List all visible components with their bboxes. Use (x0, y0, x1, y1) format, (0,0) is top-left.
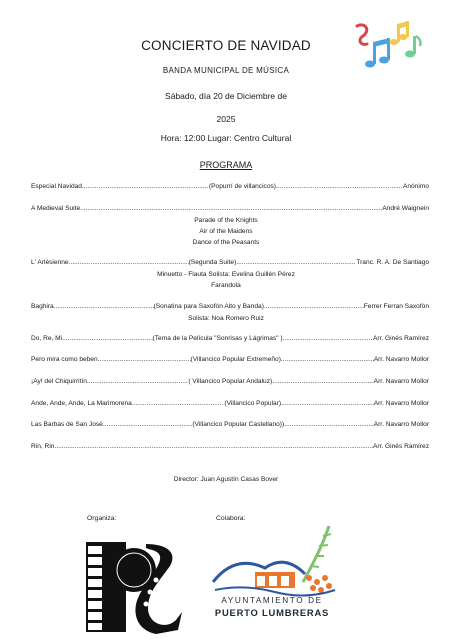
movement: Parade of the Knights (194, 217, 258, 224)
piece-note: ( Villancico Popular Andaluz) (188, 378, 273, 385)
movement: Minuetto - Flauta Solista: Evelina Guillén Pérez (157, 271, 295, 278)
leader-dots (82, 183, 209, 190)
piece-movements (0, 313, 452, 324)
movement: Dance of the Peasants (192, 239, 260, 247)
piece-author: André Waignein (382, 205, 429, 212)
piece-note: (Villancico Popular) (224, 400, 282, 407)
time-place-line: Hora: 12:00 Lugar: Centro Cultural (160, 133, 292, 143)
leader-dots (132, 400, 225, 407)
piece-author: Arr. Ginés Ramírez (372, 443, 429, 450)
piece-title: Do, Re, Mi (31, 335, 63, 342)
piece-title: L' Arlésienne (31, 259, 69, 266)
program-item (31, 443, 429, 453)
piece-author: Tranc. R. A. De Santiago (356, 259, 429, 266)
program-item (31, 303, 429, 313)
leader-dots (69, 259, 189, 266)
piece-note: (Sonatina para Saxofón Alto y Banda) (153, 303, 264, 310)
program-heading (0, 160, 452, 170)
piece-author: Arr. Navarro Mollor (373, 421, 429, 428)
piece-title: Baghira (31, 303, 54, 310)
ayuntamiento-line2: PUERTO LUMBRERAS (214, 607, 330, 618)
piece-author: Arr. Navarro Mollor (373, 378, 429, 385)
piece-note: (Tema de la Película "Sonrisas y Lágrimas" ) (152, 335, 283, 342)
leader-dots (80, 205, 382, 212)
piece-title: A Medieval Suite (31, 205, 81, 212)
leader-dots (276, 183, 403, 190)
leader-dots (54, 443, 372, 450)
ayuntamiento-logo-icon (205, 524, 345, 620)
organiza-label: Organiza: (87, 515, 117, 522)
program-item (31, 259, 429, 269)
leader-dots (236, 259, 356, 266)
program-item (31, 421, 429, 431)
piece-note: (Popurrí de villancicos) (208, 183, 276, 190)
piece-title: Ande, Ande, Ande, La Marimorena (31, 400, 132, 407)
piece-movements (0, 215, 452, 249)
piece-title: Pero mira como beben (31, 356, 98, 363)
piece-title: Rin, Rin (31, 443, 55, 450)
ayuntamiento-line1: AYUNTAMIENTO DE (221, 596, 323, 605)
leader-dots (103, 421, 192, 428)
year-line: 2025 (216, 114, 236, 124)
piece-note: (Villancico Popular Extremeño) (190, 356, 281, 363)
piece-author: Anónimo (402, 183, 429, 190)
leader-dots (283, 335, 373, 342)
leader-dots (284, 421, 373, 428)
soloist: Solista: Noa Romero Ruiz (188, 315, 264, 322)
piece-author: Arr. Ginés Ramírez (372, 335, 429, 342)
program-item (31, 400, 429, 410)
colabora-label: Colabora: (216, 515, 246, 522)
piece-author: Arr. Navarro Mollor (373, 356, 429, 363)
program-item (31, 356, 429, 366)
piece-author: Ferrer Ferran Saxofón (363, 303, 429, 310)
date-line: Sábado, día 20 de Diciembre de (165, 91, 287, 101)
leader-dots (54, 303, 154, 310)
program-item (31, 335, 429, 345)
leader-dots (281, 400, 374, 407)
piece-title: ¡Ay! del Chiquirritín (31, 378, 87, 385)
piece-note: (Segunda Suite) (188, 259, 237, 266)
program-heading-text: PROGRAMA (199, 160, 253, 170)
piece-title: Especial Navidad (31, 183, 82, 190)
piece-movements (0, 269, 452, 291)
program-item (31, 183, 429, 193)
leader-dots (87, 378, 188, 385)
piece-note: (Villancico Popular Castellano)) (192, 421, 285, 428)
leader-dots (98, 356, 191, 363)
piece-author: Arr. Navarro Mollor (373, 400, 429, 407)
movement: Air of the Maidens (199, 228, 253, 236)
director-line: Director: Juan Agustín Casas Bover (173, 476, 279, 483)
band-name: BANDA MUNICIPAL DE MÚSICA (162, 66, 290, 75)
program-item (31, 205, 429, 215)
leader-dots (264, 303, 364, 310)
leader-dots (272, 378, 373, 385)
piece-title: Las Barbas de San José (31, 421, 103, 428)
band-logo-icon (86, 540, 184, 634)
leader-dots (62, 335, 152, 342)
leader-dots (281, 356, 374, 363)
program-item (31, 378, 429, 388)
concert-title: CONCIERTO DE NAVIDAD (141, 38, 311, 53)
movement: Farandola (211, 282, 241, 290)
